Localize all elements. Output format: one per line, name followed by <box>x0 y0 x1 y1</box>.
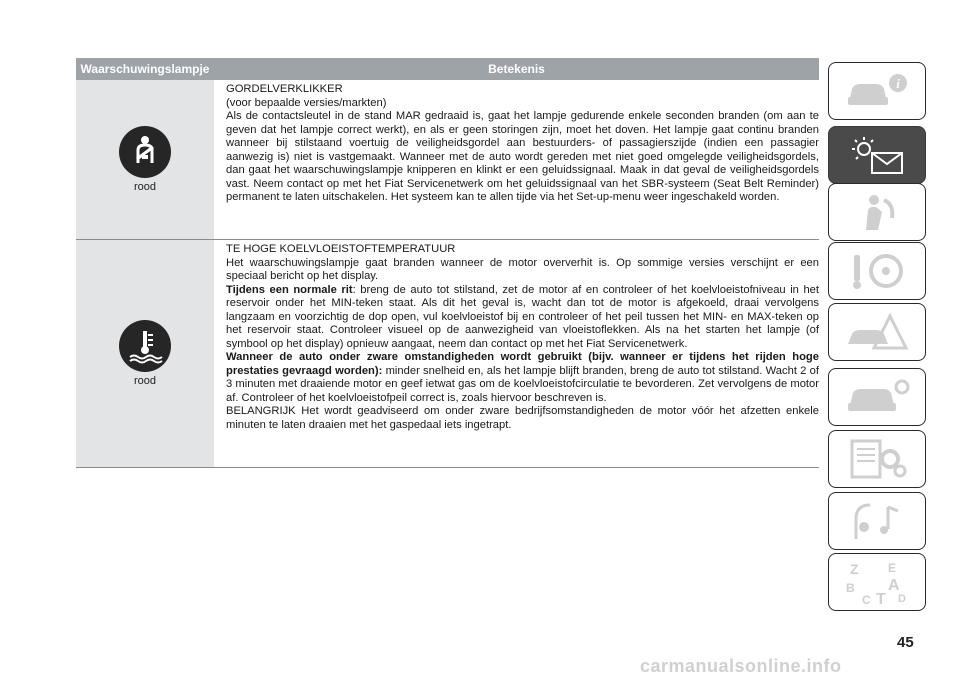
heavy-conditions-text: minder snelheid en, als het lampje blijft branden, breng de auto tot stilstand. Wacht 2 of 3 minuten met draaiende motor en geef ietwat gas om de koelvloeistofcirculatie te bevorderen. Zet vervolgens de motor af. Controleer of het koelvloeistofpeil correct is, zoals hiervoor beschreven is. <box>226 364 819 404</box>
svg-text:C: C <box>862 593 871 606</box>
warning-description: Als de contactsleutel in de stand MAR gedraaid is, gaat het lampje gedurende enkele seconden branden (om aan te geven dat het lampje correct werkt), en als er geen storingen zijn, moet het doven. Het lampje gaat continu branden wanneer bij stilstaand voertuig de veiligheidsgordel aan bestuurders- of passagierszijde (indien een passagier aanwezig is) niet is vastgemaakt. Wanneer met de auto wordt gereden met niet goed omgelegde veiligheidsgordels, dan gaat het waarschuwingslampje knipperen en klinkt er een geluidssignaal. Maak in dat geval de veiligheidsgordels vast. Neem contact op met het Fiat Servicenetwerk om het geluidssignaal van het SBR-systeem (Seat Belt Reminder) permanent te laten uitschakelen. Het systeem kan te allen tijde via het Set-up-menu weer ingeschakeld worden. <box>226 110 819 203</box>
svg-text:D: D <box>898 593 906 605</box>
table-row <box>76 80 819 240</box>
chapter-tab-safety[interactable] <box>828 183 926 241</box>
warning-subtitle: (voor bepaalde versies/markten) <box>226 96 387 109</box>
warning-lights-table <box>76 58 819 468</box>
icon-color-label: rood <box>133 375 157 387</box>
alphabetical-index-icon <box>842 558 912 606</box>
svg-text:E: E <box>888 561 897 575</box>
normal-driving-paragraph <box>226 284 819 352</box>
svg-text:i: i <box>896 76 900 91</box>
svg-text:B: B <box>846 581 855 595</box>
svg-text:T: T <box>876 591 886 606</box>
car-maintenance-icon <box>842 375 912 419</box>
warning-title: TE HOGE KOELVLOEISTOFTEMPERATUUR <box>226 243 456 255</box>
table-row <box>76 240 819 468</box>
icon-color-label: rood <box>133 181 157 193</box>
description-cell <box>214 80 819 239</box>
heavy-conditions-heading: Wanneer de auto onder zware omstandigheden wordt gebruikt (bijv. wanneer er tijdens het rijden hoge prestaties gevraagd worden): <box>226 351 819 377</box>
chapter-tab-maintenance[interactable] <box>828 368 926 426</box>
table-header <box>76 58 819 80</box>
emergency-triangle-icon <box>842 310 912 354</box>
technical-data-icon <box>842 437 912 481</box>
chapter-tab-emergency[interactable] <box>828 303 926 361</box>
multimedia-icon <box>842 499 912 543</box>
chapter-tab-technical-data[interactable] <box>828 430 926 488</box>
icon-cell <box>76 80 214 239</box>
warning-lights-icon <box>842 133 912 177</box>
chapter-tab-starting-driving[interactable] <box>828 242 926 300</box>
chapter-tab-multimedia[interactable] <box>828 492 926 550</box>
chapter-tab-index[interactable] <box>828 553 926 611</box>
header-meaning: Betekenis <box>488 62 545 76</box>
chapter-tab-car-info[interactable] <box>828 62 926 120</box>
page-number: 45 <box>897 634 914 651</box>
seatbelt-warning-icon <box>119 126 171 178</box>
svg-text:Z: Z <box>850 561 859 577</box>
svg-text:A: A <box>888 577 900 594</box>
description-cell <box>214 240 819 467</box>
important-note: BELANGRIJK Het wordt geadviseerd om onder zware bedrijfsomstandigheden de motor vóór het afzetten enkele minuten te laten draaien met het gaspedaal iets ingetrapt. <box>226 405 819 431</box>
normal-driving-heading: Tijdens een normale rit <box>226 283 353 296</box>
seat-airbag-icon <box>842 190 912 234</box>
coolant-temperature-icon <box>119 320 171 372</box>
header-warning-light: Waarschuwingslampje <box>80 62 210 76</box>
warning-intro: Het waarschuwingslampje gaat branden wanneer de motor oververhit is. Op sommige versies verschijnt er een speciaal bericht op het display. <box>226 256 819 282</box>
key-steering-icon <box>842 249 912 293</box>
warning-title: GORDELVERKLIKKER <box>226 83 343 95</box>
icon-cell <box>76 240 214 467</box>
normal-driving-text: : breng de auto tot stilstand, zet de motor af en controleer of het koelvloeistofniveau in het reservoir onder het MIN-teken staat. Als dit het geval is, wacht dan tot de motor is afgekoeld, draai vervolgens langzaam en voorzichtig de dop open, vul koelvloeistof bij en controleer of het peil tussen het MIN- en MAX-teken op het reservoir staat. Controleer visueel op de aanwezigheid van vloeistoflekken. Als na het starten het lampje (of symbool op het display) opnieuw aangaat, neem dan contact op met het Fiat Servicenetwerk. <box>226 283 819 350</box>
car-info-icon <box>842 69 912 113</box>
chapter-tab-warning-lights[interactable] <box>828 126 926 184</box>
heavy-conditions-paragraph <box>226 351 819 405</box>
footer-watermark: carmanualsonline.info <box>640 656 842 676</box>
